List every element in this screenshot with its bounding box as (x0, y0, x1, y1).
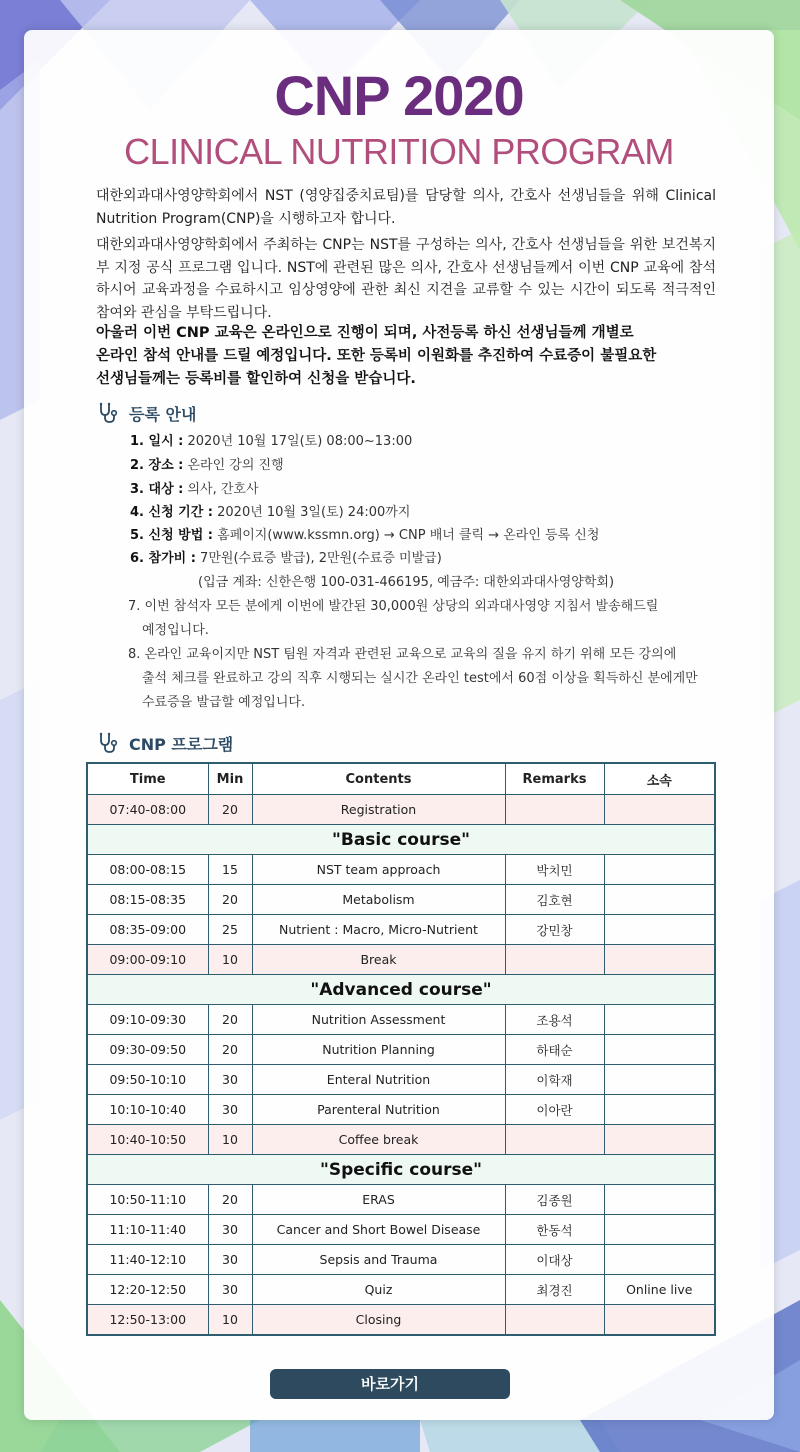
reg-item-8-line-1: 8. 온라인 교육이지만 NST 팀원 자격과 관련된 교육으로 교육의 질을 유지 하기 위해 모든 강의에 (128, 647, 677, 662)
cell-time: 12:50-13:00 (87, 1305, 208, 1336)
cell-content: Coffee break (252, 1125, 505, 1155)
cell-affiliation (604, 1185, 715, 1215)
registration-heading-text: 등록 안내 (129, 404, 197, 424)
cell-time: 11:10-11:40 (87, 1215, 208, 1245)
reg-item-2 (130, 456, 284, 476)
table-row (87, 1095, 715, 1125)
cell-time: 08:15-08:35 (87, 885, 208, 915)
cell-remarks: 조용석 (505, 1005, 604, 1035)
cell-remarks: 김종원 (505, 1185, 604, 1215)
table-row (87, 1035, 715, 1065)
column-header-min: Min (208, 763, 252, 795)
cell-remarks: 이아란 (505, 1095, 604, 1125)
table-row (87, 1065, 715, 1095)
course-title: "Advanced course" (87, 975, 715, 1005)
intro-paragraph-3-line-2: 온라인 참석 안내를 드릴 예정입니다. 또한 등록비 이원화를 추진하여 수료증이 불필요한 (96, 348, 657, 364)
reg-item-7-line-1: 7. 이번 참석자 모든 분에게 이번에 발간된 30,000원 상당의 외과대사영양 지침서 발송해드릴 (128, 599, 659, 614)
reg-item-value: 2020년 10월 3일(토) 24:00까지 (213, 505, 411, 520)
table-row (87, 1245, 715, 1275)
cell-time: 07:40-08:00 (87, 795, 208, 825)
program-table (86, 762, 716, 1336)
reg-item-8-line-3: 수료증을 발급할 예정입니다. (142, 695, 306, 710)
page-title: CNP 2020 (274, 64, 524, 127)
cell-min: 20 (208, 1005, 252, 1035)
table-row (87, 1005, 715, 1035)
reg-item-label: 5. 신청 방법 : (130, 528, 213, 543)
course-heading-row (87, 975, 715, 1005)
reg-item-label: 6. 참가비 : (130, 551, 196, 566)
reg-item-label: 1. 일시 : (130, 434, 184, 449)
cell-content: Nutrient : Macro, Micro-Nutrient (252, 915, 505, 945)
reg-item-1 (130, 432, 412, 452)
reg-item-value: 의사, 간호사 (183, 482, 259, 497)
cell-remarks (505, 1125, 604, 1155)
reg-item-3 (130, 480, 259, 500)
cell-min: 20 (208, 1035, 252, 1065)
course-title: "Basic course" (87, 825, 715, 855)
cell-affiliation (604, 1305, 715, 1336)
cell-content: Cancer and Short Bowel Disease (252, 1215, 505, 1245)
cell-content: Registration (252, 795, 505, 825)
cell-min: 10 (208, 1125, 252, 1155)
cell-remarks: 박치민 (505, 855, 604, 885)
cell-affiliation (604, 1215, 715, 1245)
cell-min: 30 (208, 1275, 252, 1305)
cell-remarks: 최경진 (505, 1275, 604, 1305)
cell-content: Metabolism (252, 885, 505, 915)
cell-time: 09:50-10:10 (87, 1065, 208, 1095)
cell-remarks (505, 795, 604, 825)
stethoscope-icon (96, 401, 120, 425)
cell-content: Closing (252, 1305, 505, 1336)
cell-affiliation (604, 1095, 715, 1125)
cell-time: 09:30-09:50 (87, 1035, 208, 1065)
reg-item-label: 2. 장소 : (130, 458, 184, 473)
cell-content: NST team approach (252, 855, 505, 885)
cell-affiliation (604, 855, 715, 885)
stethoscope-icon (96, 731, 120, 755)
table-row (87, 1215, 715, 1245)
cell-min: 15 (208, 855, 252, 885)
cell-affiliation (604, 1245, 715, 1275)
cell-min: 30 (208, 1095, 252, 1125)
table-row (87, 855, 715, 885)
cell-time: 12:20-12:50 (87, 1275, 208, 1305)
cell-min: 30 (208, 1215, 252, 1245)
cell-time: 10:40-10:50 (87, 1125, 208, 1155)
intro-paragraph-2: 대한외과대사영양학회에서 주최하는 CNP는 NST를 구성하는 의사, 간호사 선생님들을 위한 보건복지부 지정 공식 프로그램 입니다. NST에 관련된 많은 의사, 간호사 선생님들께서 이번 CNP 교육에 참석하시어 교육과정을 수료하시고 임상영양에 관한 최신 지견을 교류할 수 있는 시간이 되도록 적극적인 참여와 관심을 부탁드립니다. (96, 237, 716, 321)
cell-min: 10 (208, 945, 252, 975)
intro-paragraph-3 (96, 322, 716, 391)
cell-content: Nutrition Assessment (252, 1005, 505, 1035)
reg-account: (입금 계좌: 신한은행 100-031-466195, 예금주: 대한외과대사영양학회) (198, 575, 615, 590)
cell-min: 30 (208, 1245, 252, 1275)
cell-min: 20 (208, 885, 252, 915)
cell-content: ERAS (252, 1185, 505, 1215)
table-row (87, 945, 715, 975)
cell-time: 08:35-09:00 (87, 915, 208, 945)
intro-paragraph-3-line-3: 선생님들께는 등록비를 할인하여 신청을 받습니다. (96, 371, 416, 387)
go-button[interactable]: 바로가기 (270, 1369, 510, 1399)
cell-content: Break (252, 945, 505, 975)
table-row (87, 915, 715, 945)
page-subtitle: CLINICAL NUTRITION PROGRAM (124, 131, 674, 172)
cell-affiliation (604, 795, 715, 825)
reg-item-value: 2020년 10월 17일(토) 08:00~13:00 (183, 434, 413, 449)
cell-time: 10:50-11:10 (87, 1185, 208, 1215)
cell-affiliation (604, 1065, 715, 1095)
reg-item-6 (130, 549, 442, 569)
cell-content: Quiz (252, 1275, 505, 1305)
reg-item-value: 7만원(수료증 발급), 2만원(수료증 미발급) (195, 551, 442, 566)
cell-affiliation (604, 945, 715, 975)
reg-item-value: 홈페이지(www.kssmn.org) → CNP 배너 클릭 → 온라인 등록 신청 (213, 528, 600, 543)
table-row (87, 1275, 715, 1305)
cell-remarks: 김호현 (505, 885, 604, 915)
reg-item-label: 4. 신청 기간 : (130, 505, 213, 520)
reg-item-4 (130, 503, 410, 523)
cell-content: Enteral Nutrition (252, 1065, 505, 1095)
column-header-affiliation: 소속 (604, 763, 715, 795)
reg-item-label: 3. 대상 : (130, 482, 184, 497)
column-header-remarks: Remarks (505, 763, 604, 795)
cell-affiliation (604, 1005, 715, 1035)
cell-affiliation (604, 915, 715, 945)
course-heading-row (87, 1155, 715, 1185)
cell-content: Parenteral Nutrition (252, 1095, 505, 1125)
cell-remarks: 강민창 (505, 915, 604, 945)
reg-item-5 (130, 526, 599, 546)
cell-remarks: 이학재 (505, 1065, 604, 1095)
cell-time: 08:00-08:15 (87, 855, 208, 885)
table-row (87, 885, 715, 915)
cell-content: Sepsis and Trauma (252, 1245, 505, 1275)
cell-affiliation (604, 1125, 715, 1155)
cell-time: 11:40-12:10 (87, 1245, 208, 1275)
course-heading-row (87, 825, 715, 855)
table-header-row (87, 763, 715, 795)
reg-item-8-line-2: 출석 체크를 완료하고 강의 직후 시행되는 실시간 온라인 test에서 60점 이상을 획득하신 분에게만 (142, 671, 698, 686)
cell-affiliation (604, 885, 715, 915)
cell-affiliation: Online live (604, 1275, 715, 1305)
program-table-body (87, 795, 715, 1336)
intro-paragraph-1: 대한외과대사영양학회에서 NST (영양집중치료팀)를 담당할 의사, 간호사 선생님들을 위해 Clinical Nutrition Program(CNP)을 시행하고자 합니다. (96, 188, 716, 227)
cell-min: 10 (208, 1305, 252, 1336)
column-header-contents: Contents (252, 763, 505, 795)
table-row (87, 1185, 715, 1215)
reg-item-value: 온라인 강의 진행 (183, 458, 284, 473)
cell-remarks: 한동석 (505, 1215, 604, 1245)
cell-remarks (505, 1305, 604, 1336)
cell-remarks (505, 945, 604, 975)
cell-min: 20 (208, 795, 252, 825)
cell-remarks: 이대상 (505, 1245, 604, 1275)
table-row (87, 1125, 715, 1155)
intro-paragraph-3-line-1: 아울러 이번 CNP 교육은 온라인으로 진행이 되며, 사전등록 하신 선생님들께 개별로 (96, 325, 634, 341)
registration-heading (96, 400, 196, 426)
cell-min: 20 (208, 1185, 252, 1215)
column-header-time: Time (87, 763, 208, 795)
course-title: "Specific course" (87, 1155, 715, 1185)
cell-time: 09:00-09:10 (87, 945, 208, 975)
program-heading (96, 730, 233, 756)
cell-min: 30 (208, 1065, 252, 1095)
cell-content: Nutrition Planning (252, 1035, 505, 1065)
cell-time: 09:10-09:30 (87, 1005, 208, 1035)
cell-affiliation (604, 1035, 715, 1065)
table-row (87, 795, 715, 825)
cell-min: 25 (208, 915, 252, 945)
cell-time: 10:10-10:40 (87, 1095, 208, 1125)
program-heading-text: CNP 프로그램 (129, 734, 234, 754)
table-row (87, 1305, 715, 1336)
reg-item-7-line-2: 예정입니다. (142, 623, 209, 638)
cell-remarks: 하태순 (505, 1035, 604, 1065)
